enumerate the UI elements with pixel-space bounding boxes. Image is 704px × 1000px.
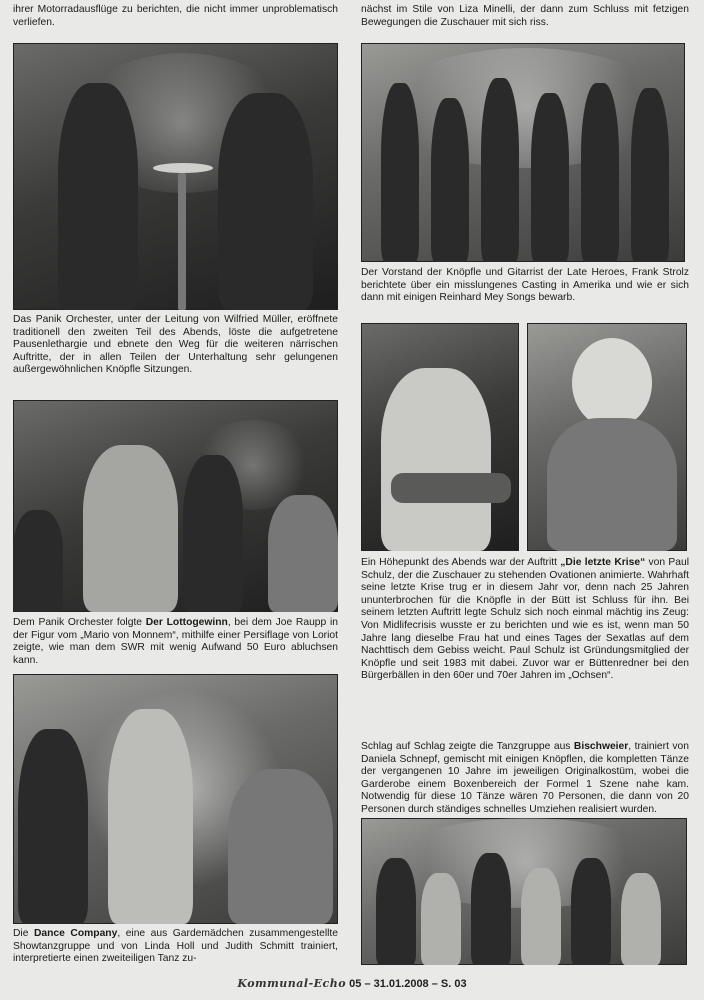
lottogewinn-title: Der Lottogewinn [145, 617, 228, 628]
left-caption-1: Das Panik Orchester, unter der Leitung von Wilfried Müller, eröffnete traditionell den zweiten Teil des Abends, löste die aufgetretene Pausenlethargie und ebnete den Weg für die weiteren närrischen Auftritte, der in allen Teilen der Unterhaltung sehr gelungenen außergewöhnlichen Knöpfle Sitzungen. [13, 314, 338, 376]
left-caption-3: Die Dance Company, eine aus Gardemädchen zusammengestellte Showtanzgruppe und von Linda Holl und Judith Schmitt trainiert, interpretierte einen zweiteiligen Tanz zu- [13, 928, 338, 965]
left-top-text: ihrer Motorradausflüge zu berichten, die nicht immer unproblematisch verliefen. [13, 4, 338, 28]
photo-paul-schulz [527, 323, 687, 551]
left-caption-2: Dem Panik Orchester folgte Der Lottogewinn, bei dem Joe Raupp in der Figur vom „Mario von Monnem“, mithilfe einer Persiflage von Loriot zeigte, wie man dem SWR mit wenig Aufwand 50 Euro abluchsen kann. [13, 617, 338, 666]
dance-company-title: Dance Company [33, 928, 118, 939]
photo-lottogewinn [13, 400, 338, 612]
right-caption-1: Der Vorstand der Knöpfle und Gitarrist der Late Heroes, Frank Strolz berichtete über ein misslungenes Casting in Amerika und wie er sich dann mit einigen Reinhard Mey Songs bewarb. [361, 267, 689, 304]
right-top-text: nächst im Stile von Liza Minelli, der dann zum Schluss mit fetzigen Bewegungen die Zuschauer mit sich riss. [361, 4, 689, 28]
page-number: S. 03 [440, 978, 467, 990]
die-letzte-krise-title: „Die letzte Krise“ [560, 557, 646, 568]
right-caption-3: Schlag auf Schlag zeigte die Tanzgruppe aus Bischweier, trainiert von Daniela Schnepf, gemischt mit einigen Knöpflen, die kompletten Tänze der vergangenen 10 Jahre im jeweiligen Originalkostüm, wobei die Garderobe einem Boxenbereich der Formel 1 Szene nahe kam. Notwendig für diese 10 Tänze wären 70 Personen, die dann von 20 Personen durch ständiges schnelles Umziehen realisiert wurden. [361, 741, 689, 815]
photo-dance-group-line [361, 43, 685, 262]
photo-bischweier-dance [361, 818, 687, 965]
publication-logo: Kommunal-Echo [237, 977, 347, 990]
issue-date: 05 – 31.01.2008 – [349, 978, 438, 990]
photo-frank-strolz [361, 323, 519, 551]
page-footer [0, 977, 704, 990]
right-caption-2: Ein Höhepunkt des Abends war der Auftritt „Die letzte Krise“ von Paul Schulz, der die Zuschauer zu stehenden Ovationen animierte. Wahrhaft seine letzte Krise trug er in diesem Jahr vor, denn nach 25 Jahren ununterbrochen für die Knöpfle in der Bütt ist Schluss für ihn. Bei seinem letzten Auftritt legte Schulz sich noch einmal mächtig ins Zeug: Von Midlifecrisis wusste er zu berichten und wie es ist, wenn man 50 Jahre lang dieselbe Frau hat und eines Tages der Sexatlas auf dem Nachttisch dem Gebiss weicht. Paul Schulz ist Gründungsmitglied der Knöpfle und seit 1983 mit dabei. Zuvor war er Büttenredner bei den Bürgerbällen in den 60er und 70er Jahren im „Ochsen“. [361, 557, 690, 682]
bischweier-title: Bischweier [573, 741, 629, 752]
photo-dance-company [13, 674, 338, 924]
photo-panik-orchester-duo [13, 43, 338, 310]
